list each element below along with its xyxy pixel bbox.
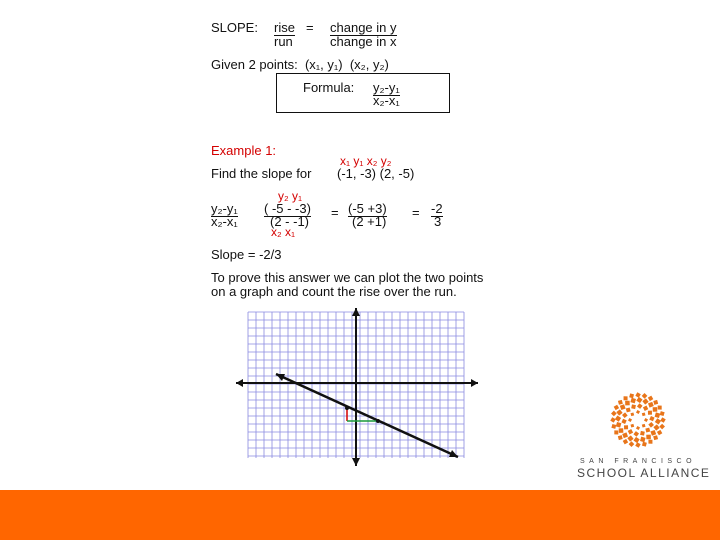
logo-petal [615, 415, 621, 421]
logo-petal [630, 398, 636, 404]
slope-line [276, 374, 458, 457]
logo-text-top: SAN FRANCISCO [580, 458, 697, 465]
logo-petal [657, 430, 662, 435]
logo-petal [643, 406, 648, 411]
prove-line-2: on a graph and count the rise over the run. [211, 284, 457, 299]
example-title: Example 1: [211, 143, 277, 158]
logo-petal [635, 392, 640, 397]
logo-petal [633, 431, 639, 437]
logo-petal [622, 432, 628, 438]
point-variable-labels: x₁ y₁ x₂ y₂ [340, 154, 392, 168]
logo-petal [648, 422, 654, 428]
lhs-denominator: x₂-x₁ [211, 214, 238, 229]
logo-petal [627, 435, 633, 441]
step1-numerator: ( -5 - -3) [264, 201, 311, 216]
logo-petal [655, 418, 661, 424]
prove-line-1: To prove this answer we can plot the two points [211, 270, 484, 285]
x-axis-arrow-left [236, 379, 243, 387]
logo-petal [628, 418, 632, 422]
slope-result: Slope = -2/3 [211, 247, 282, 262]
logo-petal [621, 419, 626, 424]
equals-two: = [412, 205, 420, 220]
logo-petal [653, 435, 658, 440]
logo-petal [642, 442, 647, 447]
given-label: Given 2 points: [211, 57, 298, 72]
given-text [211, 57, 389, 72]
rise-text: rise [274, 20, 295, 35]
logo-petal [637, 403, 643, 409]
logo-petal [629, 441, 635, 447]
logo-petal [631, 413, 635, 417]
step1-denominator: (2 - -1) [270, 214, 309, 229]
top-variable-labels: y₂ y₁ [278, 189, 303, 203]
step2-numerator: (-5 +3) [348, 201, 387, 216]
logo-petal [653, 424, 659, 430]
logo-petal [642, 398, 648, 404]
logo-petal [658, 406, 662, 410]
logo-petal [614, 430, 618, 434]
lhs-numerator: y₂-y₁ [211, 201, 238, 216]
logo-petal [631, 404, 636, 409]
formula-denominator: x₂-x₁ [373, 93, 400, 108]
run-text: run [274, 34, 293, 49]
logo-petal [660, 411, 665, 416]
logo-petal [648, 396, 653, 401]
point-one: (x₁, y₁) [304, 57, 343, 72]
logo-petal [653, 400, 658, 405]
logo-petal [626, 408, 631, 413]
coordinate-graph [232, 308, 480, 468]
point-two: (x₂, y₂) [349, 57, 389, 72]
logo-petal [648, 402, 654, 408]
logo-petal [648, 440, 652, 444]
point-marker-2 [376, 419, 380, 423]
equals-one: = [331, 205, 339, 220]
logo-petal [642, 393, 648, 399]
logo-petal [610, 417, 615, 422]
point-marker-1 [345, 406, 349, 410]
logo-petal [616, 409, 622, 415]
sunburst-logo-icon [610, 392, 666, 448]
logo-petal [645, 428, 650, 433]
logo-petal [611, 424, 616, 429]
change-in-y-text: change in y [330, 20, 397, 35]
result-numerator: -2 [431, 201, 443, 216]
logo-petal [640, 437, 646, 443]
example-points: (-1, -3) (2, -5) [337, 166, 415, 181]
slope-label: SLOPE: [211, 20, 258, 35]
logo-petal [636, 426, 640, 430]
logo-petal [648, 411, 652, 415]
logo-petal [644, 418, 648, 422]
logo-petal [623, 439, 628, 444]
logo-petal [616, 422, 622, 428]
logo-petal [633, 437, 639, 443]
logo-petal [646, 435, 651, 440]
logo-petal [650, 430, 656, 436]
logo-petal [624, 396, 628, 400]
logo-petal [625, 401, 630, 406]
logo-petal [660, 417, 665, 422]
logo-text-bottom: SCHOOL ALLIANCE [577, 466, 711, 480]
find-slope-text: Find the slope for [211, 166, 312, 181]
y-axis-arrow-bottom [352, 458, 360, 466]
logo-petal [628, 429, 633, 434]
logo-petal [659, 424, 665, 430]
footer-bar [0, 490, 720, 540]
logo-petal [631, 424, 635, 428]
logo-petal [636, 410, 640, 414]
logo-petal [618, 435, 623, 440]
logo-petal [618, 400, 623, 405]
logo-petal [653, 407, 658, 412]
logo-petal [629, 393, 634, 398]
logo-petal [622, 412, 628, 418]
slope-equals: = [306, 20, 314, 35]
logo-petal [642, 424, 646, 428]
logo-petal [624, 425, 628, 429]
x-axis-arrow-right [471, 379, 478, 387]
logo-petal [640, 431, 645, 436]
logo-petal [636, 397, 642, 403]
logo-petal [620, 404, 626, 410]
logo-petal [649, 416, 654, 421]
logo-petal [619, 428, 624, 433]
formula-label: Formula: [303, 80, 355, 95]
logo-petal [642, 413, 646, 417]
logo-petal [611, 411, 617, 417]
formula-numerator: y₂-y₁ [373, 80, 400, 95]
change-in-x-text: change in x [330, 34, 397, 49]
logo-petal [655, 412, 661, 418]
step2-denominator: (2 +1) [352, 214, 387, 229]
bottom-variable-labels: x₂ x₁ [271, 225, 296, 239]
logo-petal [614, 405, 619, 410]
result-denominator: 3 [434, 214, 442, 229]
logo-petal [635, 442, 640, 447]
